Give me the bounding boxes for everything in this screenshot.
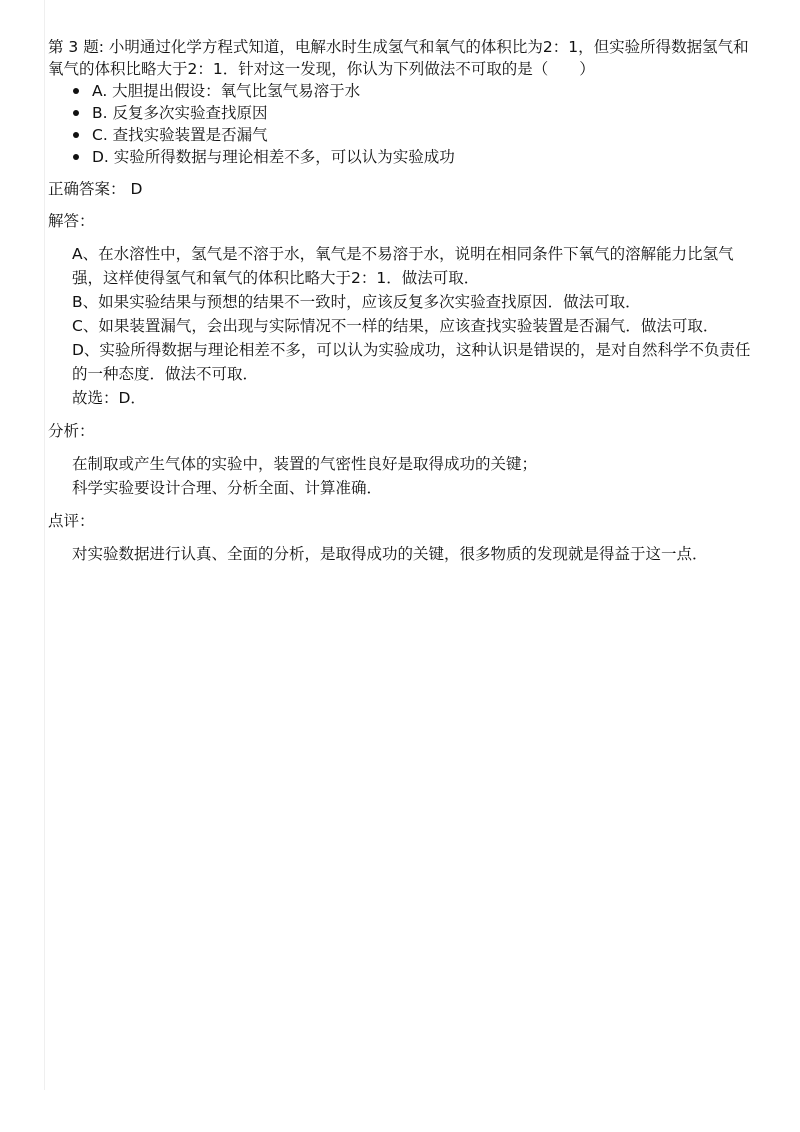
option-b: B. 反复多次实验查找原因 [48,102,753,124]
question-text: 第 3 题: 小明通过化学方程式知道，电解水时生成氢气和氧气的体积比为2：1，但实验所得数据氢气和氧气的体积比略大于2：1．针对这一发现，你认为下列做法不可取的是（ ） [48,38,749,78]
option-d: D. 实验所得数据与理论相差不多，可以认为实验成功 [48,146,753,168]
solution-title: 解答： [48,212,95,230]
solution-paragraph-d: D、实验所得数据与理论相差不多，可以认为实验成功，这种认识是错误的，是对自然科学不负责任的一种态度．做法不可取． [72,341,751,383]
correct-answer-label: 正确答案： [48,180,126,198]
analysis-paragraph-1: 在制取或产生气体的实验中，装置的气密性良好是取得成功的关键； [72,455,538,473]
comment-paragraph: 对实验数据进行认真、全面的分析，是取得成功的关键，很多物质的发现就是得益于这一点． [72,545,708,563]
correct-answer [48,178,753,200]
solution-body [48,242,753,410]
comment-body [48,542,753,566]
left-margin-rule [44,0,45,1090]
comment-title: 点评： [48,512,95,530]
analysis-body [48,452,753,500]
solution-paragraph-a: A、在水溶性中，氢气是不溶于水，氧气是不易溶于水，说明在相同条件下氧气的溶解能力比氢气强，这样使得氢气和氧气的体积比略大于2：1．做法可取． [72,245,734,287]
solution-paragraph-c: C、如果装置漏气，会出现与实际情况不一样的结果，应该查找实验装置是否漏气．做法可取． [72,317,719,335]
option-a: A. 大胆提出假设：氧气比氢气易溶于水 [48,80,753,102]
option-c: C. 查找实验装置是否漏气 [48,124,753,146]
analysis-paragraph-2: 科学实验要设计合理、分析全面、计算准确． [72,479,383,497]
analysis-title: 分析： [48,422,95,440]
content-area [48,36,753,566]
solution-conclusion: 故选：D． [72,389,146,407]
correct-answer-value: D [130,180,143,198]
solution-paragraph-b: B、如果实验结果与预想的结果不一致时，应该反复多次实验查找原因．做法可取． [72,293,641,311]
option-list [48,80,753,168]
